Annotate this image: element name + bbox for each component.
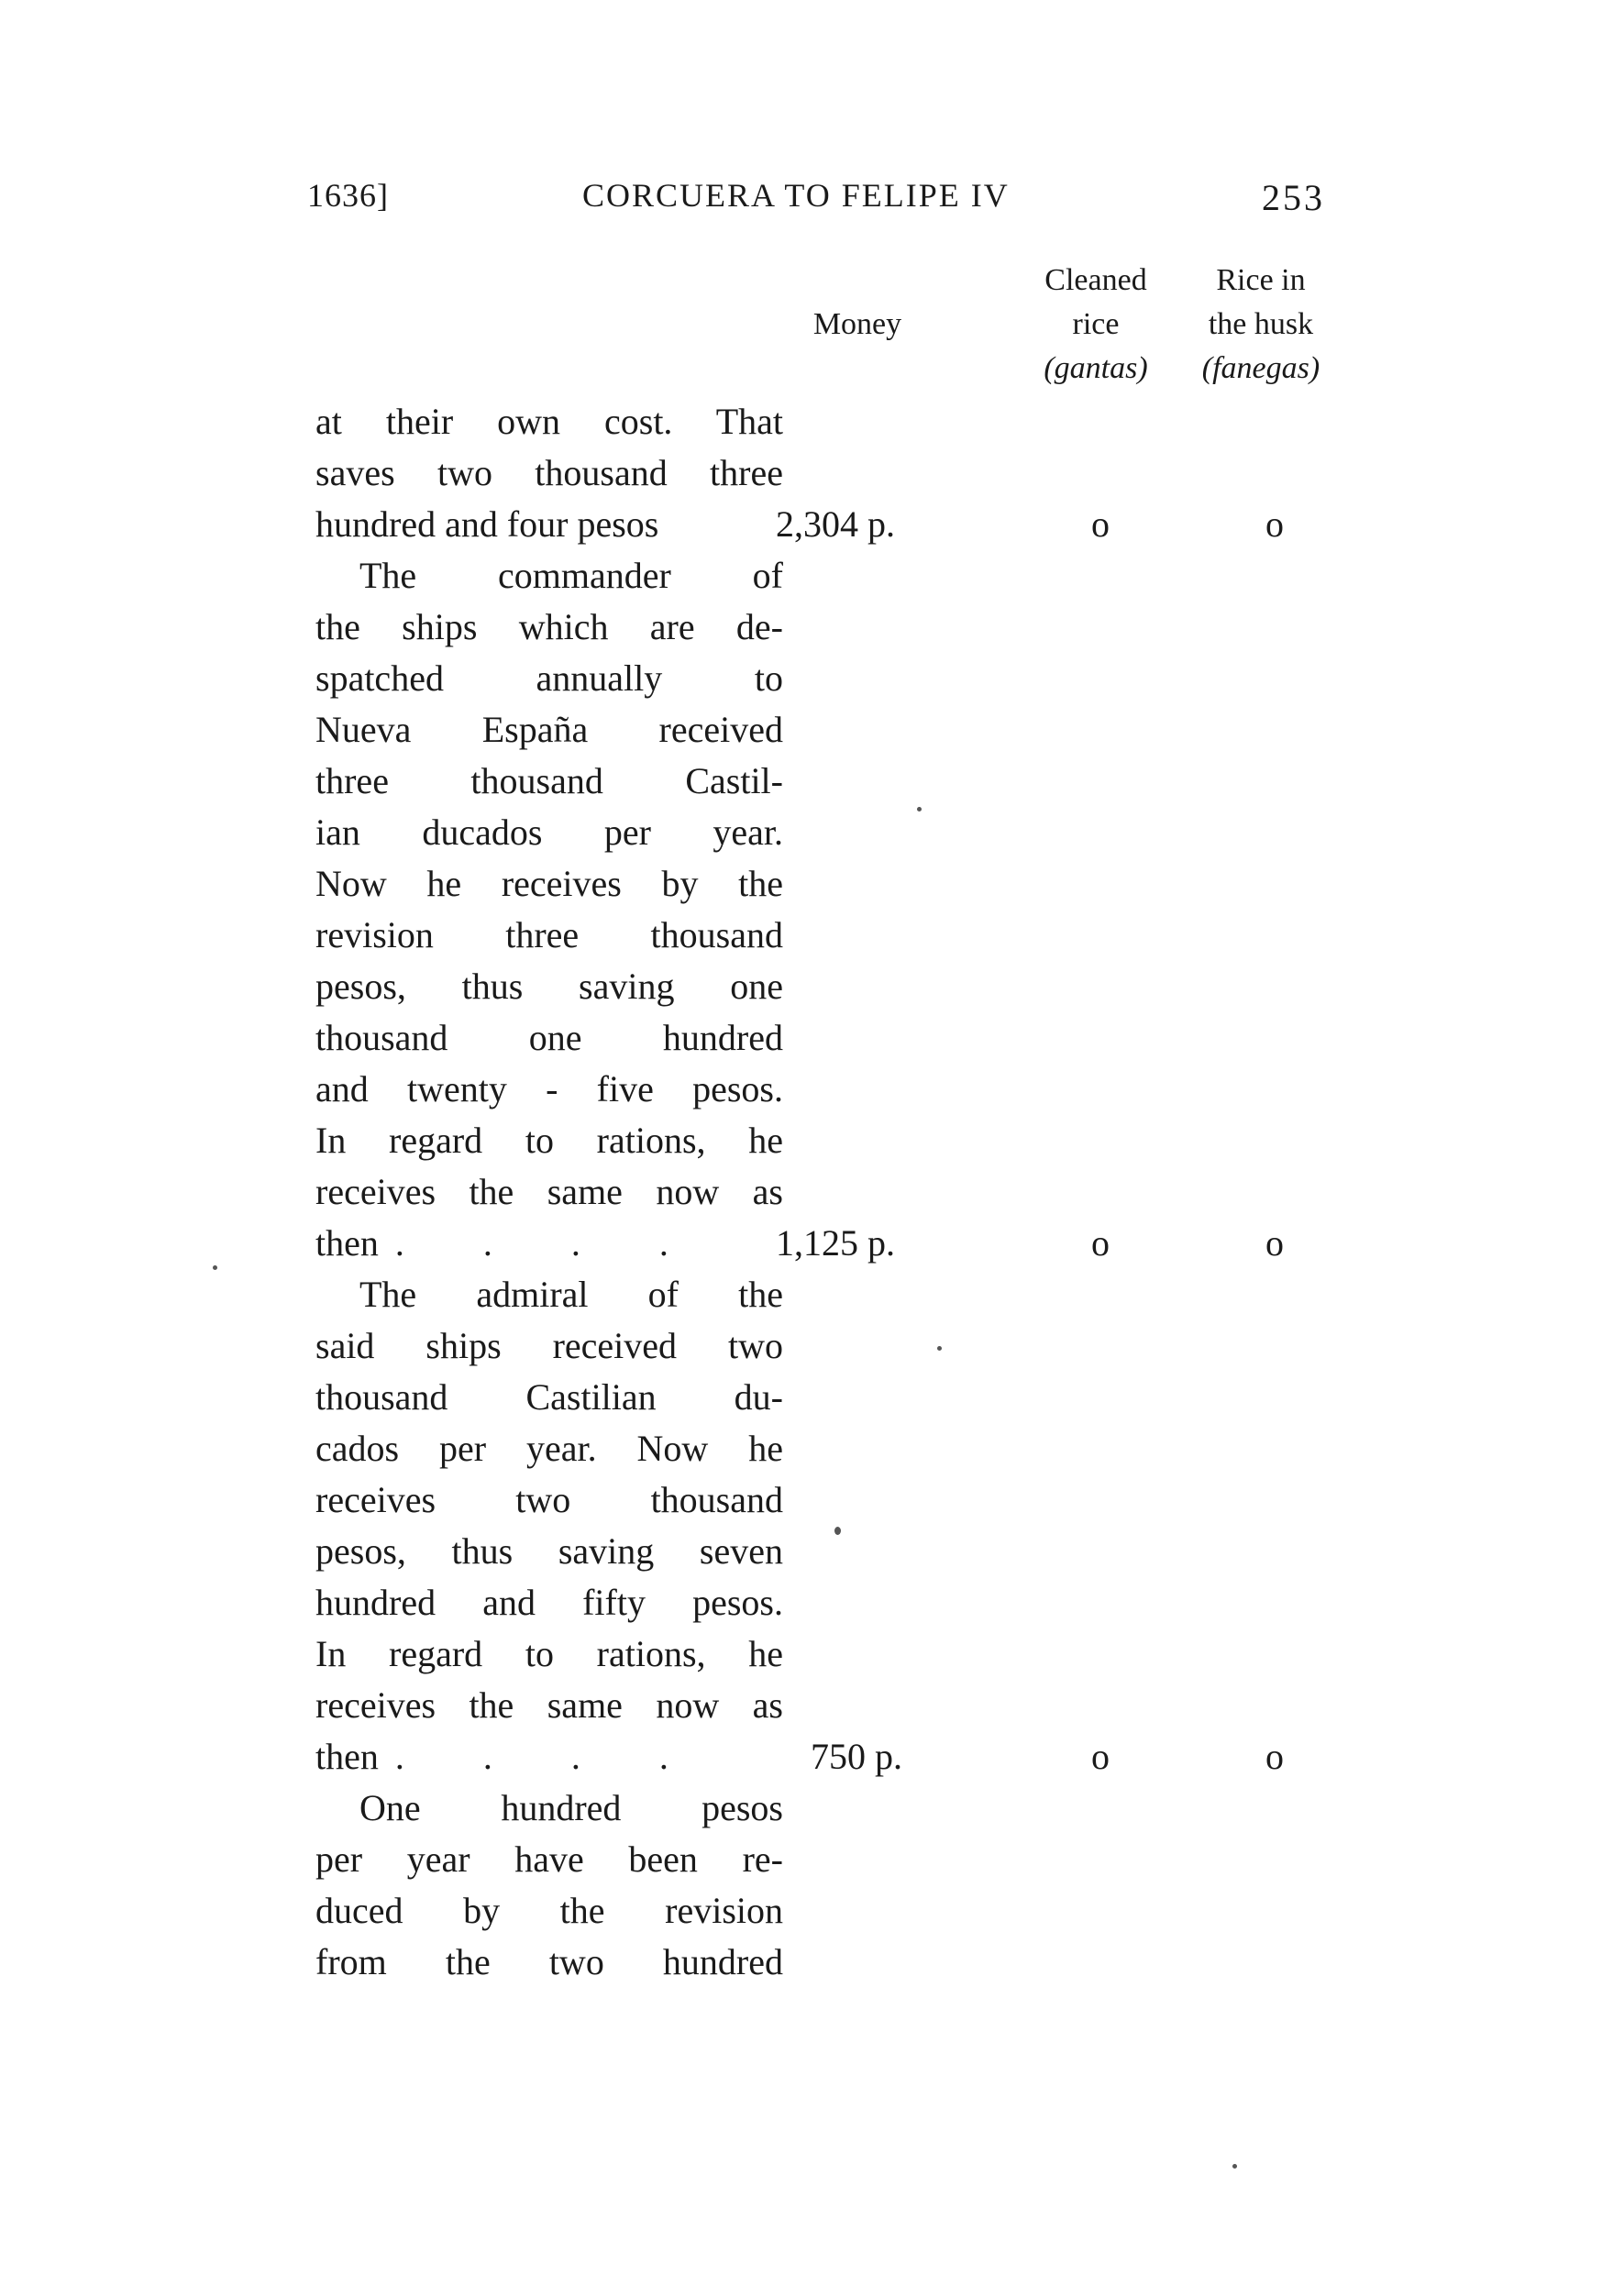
scan-speck <box>834 1527 841 1535</box>
running-head-year: 1636] <box>307 177 389 214</box>
text-line: The admiral of the <box>359 1274 783 1315</box>
text-line: hundred and fifty pesos. <box>315 1582 783 1623</box>
running-head <box>307 176 1325 222</box>
text-line: receives the same now as <box>315 1684 783 1726</box>
column-header-cleaned-rice-line2: rice <box>1072 307 1120 341</box>
column-header-rice-husk-unit: (fanegas) <box>1201 351 1320 385</box>
scan-speck <box>937 1346 942 1351</box>
text-line: receives the same now as <box>315 1171 783 1212</box>
text-line: saves two thousand three <box>315 452 783 493</box>
text-line: Nueva España received <box>315 709 783 750</box>
cleaned-rice-value: o <box>1091 1222 1110 1264</box>
money-value: 1,125 p. <box>776 1222 895 1264</box>
dot-leader: . . . . <box>394 1222 703 1264</box>
text-line: hundred and four pesos <box>315 503 659 545</box>
column-header-cleaned-rice-unit: (gantas) <box>1044 351 1148 385</box>
scan-speck <box>917 807 922 811</box>
scan-speck <box>213 1265 217 1270</box>
text-line: from the two hundred <box>315 1941 783 1982</box>
text-line: spatched annually to <box>315 657 783 699</box>
column-header-money: Money <box>812 307 902 341</box>
column-header-rice-husk-line2: the husk <box>1208 307 1314 341</box>
rice-husk-value: o <box>1265 1736 1284 1777</box>
text-line: the ships which are de- <box>315 606 783 647</box>
column-header-cleaned-rice-line1: Cleaned <box>1044 263 1147 297</box>
money-value: 750 p. <box>811 1736 902 1777</box>
text-line: per year have been re- <box>315 1838 783 1880</box>
text-line: and twenty - five pesos. <box>315 1068 783 1109</box>
text-line-word: then <box>315 1222 379 1264</box>
cleaned-rice-value: o <box>1091 503 1110 545</box>
text-line: In regard to rations, he <box>315 1120 783 1161</box>
running-head-title: CORCUERA TO FELIPE IV <box>582 177 1010 214</box>
text-line: revision three thousand <box>315 914 783 955</box>
text-line <box>315 1731 783 1783</box>
text-line: said ships received two <box>315 1325 783 1366</box>
text-line-word: then <box>315 1736 379 1777</box>
dot-leader: . . . . <box>394 1736 703 1777</box>
text-line: duced by the revision <box>315 1890 783 1931</box>
text-line <box>315 1218 783 1269</box>
column-header-rice-husk-line1: Rice in <box>1216 263 1306 297</box>
text-line: three thousand Castil- <box>315 760 783 801</box>
column-header-rice-husk <box>1174 259 1348 391</box>
text-line: thousand one hundred <box>315 1017 783 1058</box>
text-line: receives two thousand <box>315 1479 783 1520</box>
page-number: 253 <box>1262 177 1325 218</box>
rice-husk-value: o <box>1265 503 1284 545</box>
scan-speck <box>1232 2164 1237 2169</box>
text-line: The commander of <box>359 555 783 596</box>
cleaned-rice-value: o <box>1091 1736 1110 1777</box>
text-line: at their own cost. That <box>315 401 783 442</box>
column-header-cleaned-rice <box>1009 259 1183 391</box>
money-value: 2,304 p. <box>776 503 895 545</box>
text-line: pesos, thus saving seven <box>315 1530 783 1572</box>
text-line: One hundred pesos <box>359 1787 783 1828</box>
text-line: cados per year. Now he <box>315 1428 783 1469</box>
text-line: pesos, thus saving one <box>315 966 783 1007</box>
text-line: In regard to rations, he <box>315 1633 783 1674</box>
text-line: Now he receives by the <box>315 863 783 904</box>
text-line: ian ducados per year. <box>315 811 783 853</box>
rice-husk-value: o <box>1265 1222 1284 1264</box>
text-line: thousand Castilian du- <box>315 1376 783 1418</box>
